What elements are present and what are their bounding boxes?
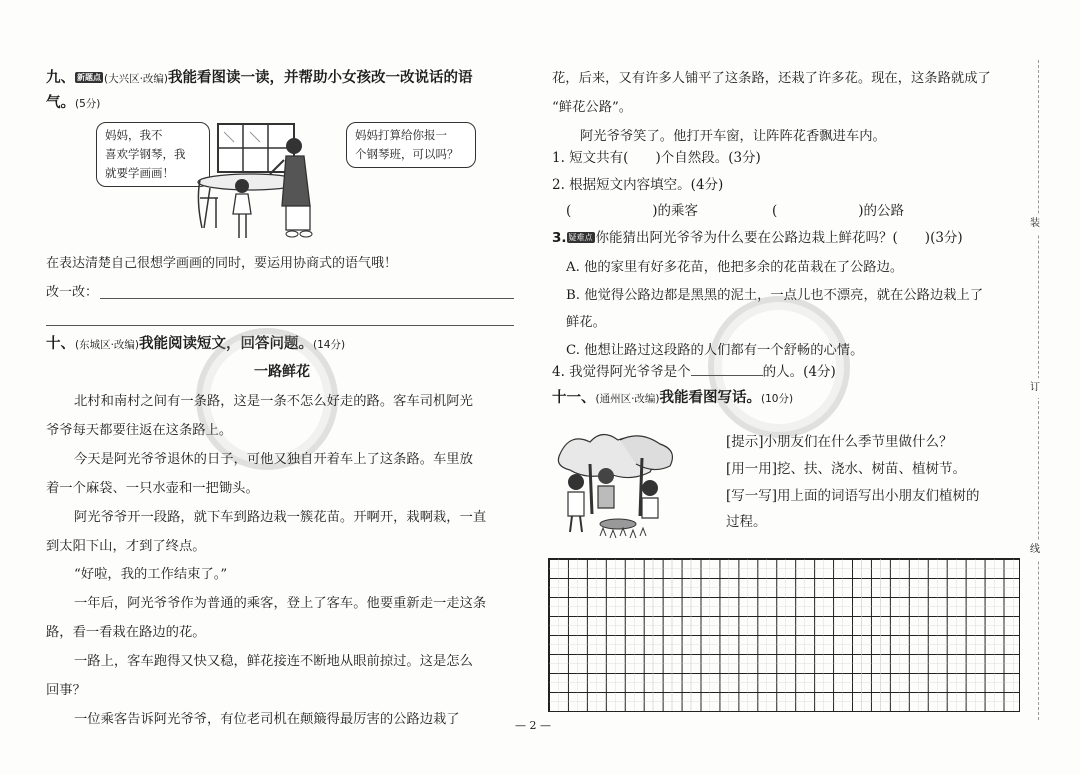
question-1: 1. 短文共有( )个自然段。(3分) <box>552 150 761 166</box>
binding-mark-1: 装 <box>1030 214 1040 234</box>
q9-change-label: 改一改： <box>46 285 99 300</box>
q4-answer-blank[interactable] <box>691 361 763 376</box>
q11-hint: [提示]小朋友们在什么季节里做什么？ <box>726 434 953 450</box>
question-4: 4. 我觉得阿光爷爷是个 的人。(4分) <box>552 361 836 382</box>
binding-mark-3: 线 <box>1030 540 1040 560</box>
question-2: 2. 根据短文内容填空。(4分) <box>552 177 724 193</box>
q11-heading: 十一、(通州区·改编)我能看图写话。(10分) <box>552 390 794 406</box>
option-a[interactable]: A. 他的家里有好多花苗，他把多余的花苗栽在了公路边。 <box>566 260 904 275</box>
tree-planting-illustration <box>550 424 682 548</box>
difficult-point-badge: 疑难点 <box>568 233 593 242</box>
passage-continued: 花，后来，又有许多人铺平了这条路，还栽了许多花。现在，这条路就成了 “鲜花公路”。 阿光爷爷笑了。他打开车窗，让阵阵花香飘进车内。 <box>552 71 991 144</box>
q11-write-cont: 过程。 <box>726 514 767 530</box>
q3-options: A. 他的家里有好多花苗，他把多余的花苗栽在了公路边。 B. 他觉得公路边都是黑黑的泥土，一点儿也不漂亮，就在公路边栽上了 鲜花。 C. 他想让路过这段路的人们都有一个舒畅的心情。 <box>566 254 983 364</box>
girl-speech-bubble: 妈妈，我不 喜欢学钢琴，我 就要学画画！ <box>96 122 210 187</box>
mother-daughter-illustration <box>190 118 355 243</box>
writing-grid[interactable] <box>548 558 1020 712</box>
passage-title: 一路鲜花 <box>254 364 310 380</box>
q11-write: [写一写]用上面的词语写出小朋友们植树的 <box>726 488 980 504</box>
option-c[interactable]: C. 他想让路过这段路的人们都有一个舒畅的心情。 <box>566 342 864 358</box>
q9-heading: 九、 新题点 (大兴区·改编)我能看图读一读，并帮助小女孩改一改说话的语 <box>46 70 473 86</box>
binding-mark-2: 订 <box>1030 378 1040 398</box>
mother-speech-bubble: 妈妈打算给你报一 个钢琴班，可以吗？ <box>346 122 476 168</box>
q9-hint: 在表达清楚自己很想学画画的同时，要运用协商式的语气哦！ <box>46 256 398 271</box>
q2-blank-road[interactable]: ( )的公路 <box>772 203 905 219</box>
answer-line-1[interactable] <box>100 298 514 299</box>
q2-blank-passenger[interactable]: ( )的乘客 <box>566 203 699 219</box>
q9-heading-cont: 气。(5分) <box>46 95 101 111</box>
q10-heading: 十、(东城区·改编)我能阅读短文，回答问题。(14分) <box>46 336 346 352</box>
q11-use: [用一用]挖、扶、浇水、树苗、植树节。 <box>726 461 967 477</box>
page-number: — 2 — <box>515 719 551 732</box>
question-3: 3. 疑难点 你能猜出阿光爷爷为什么要在公路边栽上鲜花吗？( )(3分) <box>552 230 963 246</box>
passage-body: 北村和南村之间有一条路，这是一条不怎么好走的路。客车司机阿光 爷爷每天都要往返在这条路上。 今天是阿光爷爷退休的日子，可他又独自开着车上了这条路。车里放 着一个麻袋、一只水壶和一把锄头。 阿光爷爷开一段路，就下车到路边栽一簇花苗。开啊开，栽啊栽，一直 到太阳下山，才到了终点。 “好啦，我的工作结束了。” 一年后，阿光爷爷作为普通的乘客，登上了客车。他要重新走一走这条 路，看一看栽在路边的花。 一路上，客车跑得又快又稳，鲜花接连不断地从眼前掠过。这是怎么 回事？ 一位乘客告诉阿光爷爷，有位老司机在颠簸得最厉害的公路边栽了 <box>46 394 487 727</box>
option-b[interactable]: B. 他觉得公路边都是黑黑的泥土，一点儿也不漂亮，就在公路边栽上了 <box>566 287 984 303</box>
answer-line-2[interactable] <box>46 325 514 326</box>
new-point-badge: 新题点 <box>77 73 101 82</box>
